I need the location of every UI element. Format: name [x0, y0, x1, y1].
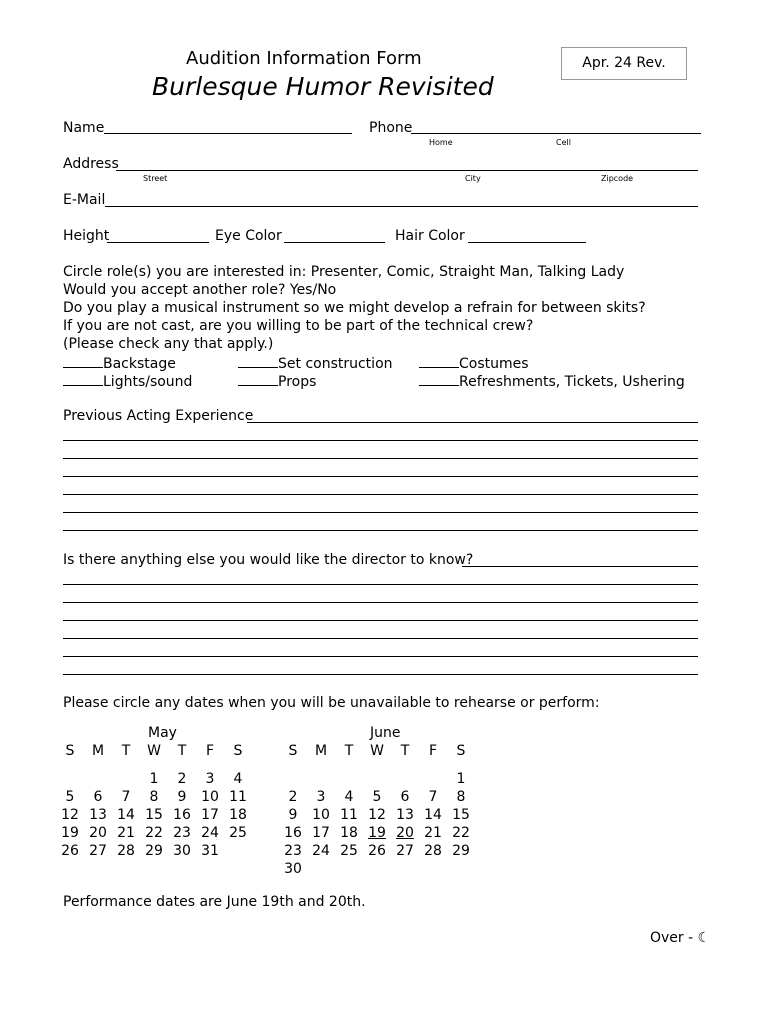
weekday-header: W [147, 743, 161, 759]
calendar-date[interactable]: 28 [117, 843, 135, 859]
calendar-date[interactable]: 9 [177, 789, 187, 805]
check-instruction: (Please check any that apply.) [63, 336, 274, 352]
hair-color-field[interactable] [468, 242, 586, 243]
calendar-date[interactable]: 13 [89, 807, 107, 823]
calendar-date[interactable]: 15 [452, 807, 470, 823]
height-field[interactable] [107, 242, 209, 243]
calendar-date[interactable]: 12 [61, 807, 79, 823]
calendar-date[interactable]: 1 [149, 771, 159, 787]
calendar-date[interactable]: 4 [344, 789, 354, 805]
crew-option-costumes[interactable]: Costumes [419, 353, 529, 373]
name-field[interactable] [104, 133, 352, 134]
address-street-caption: Street [143, 174, 168, 183]
june-calendar [284, 742, 490, 877]
may-month-label: May [148, 725, 177, 741]
calendar-date[interactable]: 5 [65, 789, 75, 805]
calendar-date[interactable]: 13 [396, 807, 414, 823]
calendar-date[interactable]: 21 [424, 825, 442, 841]
calendar-date[interactable]: 14 [424, 807, 442, 823]
calendar-date[interactable]: 23 [173, 825, 191, 841]
revision-badge: Apr. 24 Rev. [561, 47, 687, 80]
experience-line[interactable] [247, 422, 698, 423]
weekday-header: T [121, 743, 131, 759]
weekday-header: T [177, 743, 187, 759]
calendar-date[interactable]: 27 [396, 843, 414, 859]
calendar-date[interactable]: 16 [173, 807, 191, 823]
calendar-date[interactable]: 3 [205, 771, 215, 787]
calendar-date[interactable]: 4 [233, 771, 243, 787]
calendar-date[interactable]: 25 [229, 825, 247, 841]
director-line[interactable] [63, 584, 698, 585]
email-field[interactable] [105, 206, 698, 207]
weekday-header: M [314, 743, 328, 759]
calendar-date[interactable]: 14 [117, 807, 135, 823]
crew-option-lights-sound[interactable]: Lights/sound [63, 371, 192, 391]
phone-field[interactable] [411, 133, 701, 134]
director-question: Is there anything else you would like the director to know? [63, 552, 474, 568]
performance-note: Performance dates are June 19th and 20th. [63, 894, 366, 910]
calendar-date[interactable]: 11 [340, 807, 358, 823]
calendar-date[interactable]: 10 [201, 789, 219, 805]
calendar-date[interactable]: 24 [201, 825, 219, 841]
crew-option-refreshments[interactable]: Refreshments, Tickets, Ushering [419, 371, 685, 391]
phone-home-caption: Home [429, 138, 453, 147]
crew-option-backstage[interactable]: Backstage [63, 353, 176, 373]
director-line[interactable] [63, 602, 698, 603]
weekday-header: W [370, 743, 384, 759]
email-label: E-Mail [63, 192, 106, 208]
address-zipcode-caption: Zipcode [601, 174, 634, 183]
june-month-label: June [370, 725, 401, 741]
weekday-header: F [205, 743, 215, 759]
director-line[interactable] [462, 566, 698, 567]
eye-color-label: Eye Color [215, 228, 282, 244]
weekday-header: F [428, 743, 438, 759]
experience-line[interactable] [63, 494, 698, 495]
director-line[interactable] [63, 620, 698, 621]
calendar-date[interactable]: 8 [149, 789, 159, 805]
calendar-date[interactable]: 2 [288, 789, 298, 805]
calendar-date[interactable]: 11 [229, 789, 247, 805]
weekday-header: T [400, 743, 410, 759]
calendar-date[interactable]: 17 [201, 807, 219, 823]
crew-option-set-construction[interactable]: Set construction [238, 353, 393, 373]
weekday-header: S [288, 743, 298, 759]
calendar-date[interactable]: 26 [368, 843, 386, 859]
director-line[interactable] [63, 674, 698, 675]
calendar-date[interactable]: 7 [428, 789, 438, 805]
another-role-question: Would you accept another role? Yes/No [63, 282, 337, 298]
address-label: Address [63, 156, 119, 172]
calendar-date[interactable]: 19 [368, 825, 386, 841]
experience-label: Previous Acting Experience [63, 408, 254, 424]
calendar-date[interactable]: 6 [400, 789, 410, 805]
director-line[interactable] [63, 656, 698, 657]
calendar-date[interactable]: 15 [145, 807, 163, 823]
calendar-date[interactable]: 29 [145, 843, 163, 859]
calendar-date[interactable]: 27 [89, 843, 107, 859]
experience-line[interactable] [63, 512, 698, 513]
eye-color-field[interactable] [284, 242, 385, 243]
height-label: Height [63, 228, 110, 244]
calendar-date[interactable]: 19 [61, 825, 79, 841]
calendar-date[interactable]: 28 [424, 843, 442, 859]
calendar-date[interactable]: 30 [284, 861, 302, 877]
phone-cell-caption: Cell [556, 138, 571, 147]
form-title: Audition Information Form [186, 48, 422, 69]
calendar-date[interactable]: 31 [201, 843, 219, 859]
calendar-date[interactable]: 22 [145, 825, 163, 841]
calendar-date[interactable]: 23 [284, 843, 302, 859]
calendar-date[interactable]: 25 [340, 843, 358, 859]
address-field[interactable] [116, 170, 698, 171]
calendar-date[interactable]: 9 [288, 807, 298, 823]
over-note: Over - ☾ [650, 930, 711, 946]
experience-line[interactable] [63, 530, 698, 531]
calendar-date[interactable]: 3 [316, 789, 326, 805]
calendar-date[interactable]: 18 [229, 807, 247, 823]
experience-line[interactable] [63, 476, 698, 477]
calendar-date[interactable]: 21 [117, 825, 135, 841]
calendar-date[interactable]: 5 [372, 789, 382, 805]
phone-label: Phone [369, 120, 413, 136]
calendar-date[interactable]: 17 [312, 825, 330, 841]
calendar-date[interactable]: 20 [89, 825, 107, 841]
experience-line[interactable] [63, 440, 698, 441]
name-label: Name [63, 120, 105, 136]
calendar-date[interactable]: 2 [177, 771, 187, 787]
calendar-date[interactable]: 29 [452, 843, 470, 859]
address-city-caption: City [465, 174, 481, 183]
experience-line[interactable] [63, 458, 698, 459]
calendar-date[interactable]: 12 [368, 807, 386, 823]
calendar-date[interactable]: 26 [61, 843, 79, 859]
calendar-date[interactable]: 6 [93, 789, 103, 805]
dates-prompt: Please circle any dates when you will be unavailable to rehearse or perform: [63, 695, 600, 711]
calendar-date[interactable]: 10 [312, 807, 330, 823]
calendar-date[interactable]: 8 [456, 789, 466, 805]
roles-question: Circle role(s) you are interested in: Presenter, Comic, Straight Man, Talking Lady [63, 264, 625, 280]
director-line[interactable] [63, 638, 698, 639]
may-calendar [61, 742, 267, 872]
weekday-header: S [233, 743, 243, 759]
calendar-date[interactable]: 16 [284, 825, 302, 841]
calendar-date[interactable]: 24 [312, 843, 330, 859]
crew-option-props[interactable]: Props [238, 371, 316, 391]
calendar-date[interactable]: 30 [173, 843, 191, 859]
hair-color-label: Hair Color [395, 228, 465, 244]
calendar-date[interactable]: 1 [456, 771, 466, 787]
calendar-date[interactable]: 20 [396, 825, 414, 841]
calendar-date[interactable]: 18 [340, 825, 358, 841]
calendar-date[interactable]: 7 [121, 789, 131, 805]
weekday-header: S [456, 743, 466, 759]
instrument-question: Do you play a musical instrument so we might develop a refrain for between skits? [63, 300, 646, 316]
weekday-header: S [65, 743, 75, 759]
weekday-header: M [91, 743, 105, 759]
crew-question: If you are not cast, are you willing to be part of the technical crew? [63, 318, 534, 334]
calendar-date[interactable]: 22 [452, 825, 470, 841]
weekday-header: T [344, 743, 354, 759]
show-title: Burlesque Humor Revisited [152, 72, 494, 101]
